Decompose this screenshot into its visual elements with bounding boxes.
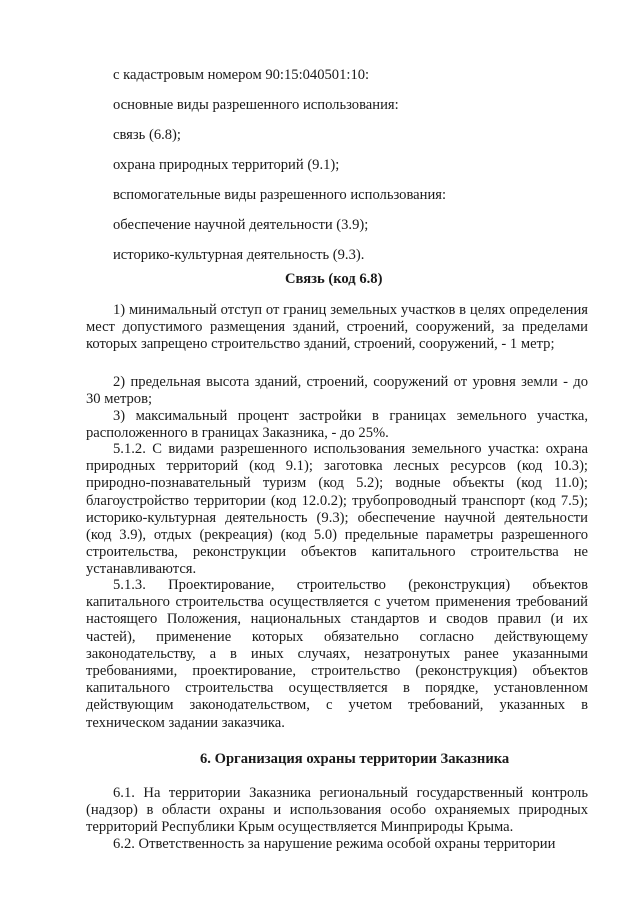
auxiliary-uses-label: вспомогательные виды разрешенного использования: xyxy=(113,187,447,203)
paragraph: 5.1.3. Проектирование, строительство (реконструкция) объектов капитального строительства осуществляется с учетом применения требований настоящего Положения, национальных стандартов и сводов правил (и их частей), применение которых обязательно согласно действующему законодательству, а в иных случаях, незатронутых ранее указанными требованиями, проектирование, строительство (реконструкция) объектов капитального строительства осуществляется в порядке, установленном действующим законодательством, с учетом требований, указанных в техническом задании заказчика. xyxy=(86,577,588,731)
use-item: охрана природных территорий (9.1); xyxy=(113,157,340,173)
section-heading-communication: Связь (код 6.8) xyxy=(285,271,383,287)
paragraph: 5.1.2. С видами разрешенного использования земельного участка: охрана природных территорий (код 9.1); заготовка лесных ресурсов (код 10.3); природно-познавательный туризм (код 5.2); водные объекты (код 11.0); благоустройство территории (код 12.0.2); трубопроводный транспорт (код 7.5); историко-культурная деятельность (9.3); обеспечение научной деятельности (код 3.9), отдых (рекреация) (код 5.0) предельные параметры разрешенного строительства, реконструкции объектов капитального строительства не устанавливаются. xyxy=(86,441,588,578)
use-item: связь (6.8); xyxy=(113,127,181,143)
cadastral-line: с кадастровым номером 90:15:040501:10: xyxy=(113,67,370,83)
paragraph: 2) предельная высота зданий, строений, сооружений от уровня земли - до 30 метров; xyxy=(86,374,588,408)
paragraph: 6.1. На территории Заказника региональный государственный контроль (надзор) в области охраны и использования особо охраняемых природных территорий Республики Крым осуществляется Минприроды Крыма. xyxy=(86,785,588,836)
use-item: историко-культурная деятельность (9.3). xyxy=(113,247,365,263)
main-uses-label: основные виды разрешенного использования: xyxy=(113,97,399,113)
paragraph: 3) максимальный процент застройки в границах земельного участка, расположенного в границах Заказника, - до 25%. xyxy=(86,408,588,442)
section-heading-protection: 6. Организация охраны территории Заказника xyxy=(200,751,510,767)
use-item: обеспечение научной деятельности (3.9); xyxy=(113,217,369,233)
paragraph: 6.2. Ответственность за нарушение режима особой охраны территории xyxy=(113,836,556,852)
paragraph: 1) минимальный отступ от границ земельных участков в целях определения мест допустимого размещения зданий, строений, сооружений, за пределами которых запрещено строительство зданий, строений, сооружений, - 1 метр; xyxy=(86,302,588,353)
